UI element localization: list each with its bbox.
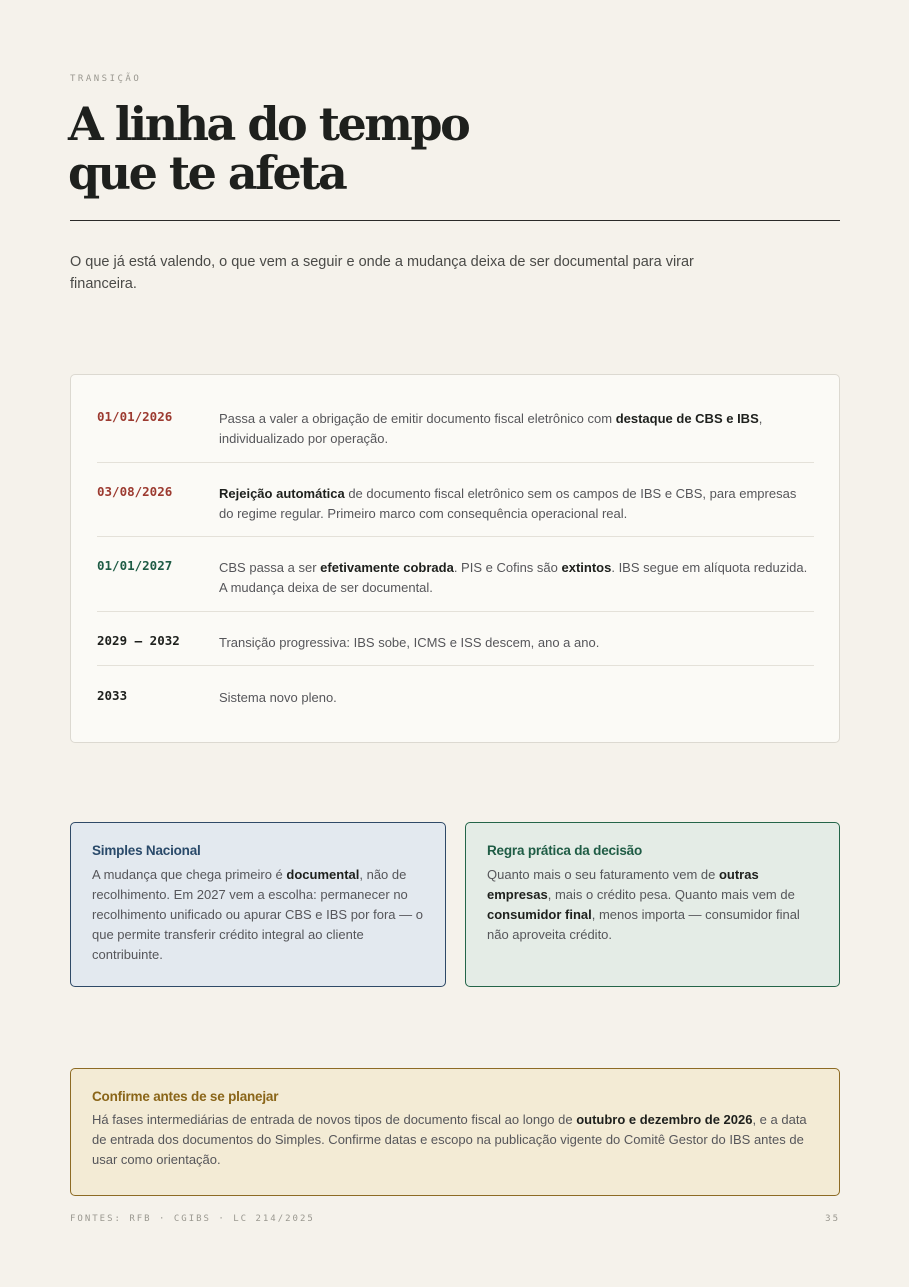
title-line-2: que te afeta <box>68 146 346 200</box>
page-title <box>68 97 469 200</box>
timeline-date: 01/01/2027 <box>97 558 173 573</box>
timeline-description: Passa a valer a obrigação de emitir documento fiscal eletrônico com destaque de CBS e IBS, individualizado por operação. <box>219 411 763 446</box>
timeline-row <box>97 633 814 666</box>
page-footer <box>70 1214 840 1224</box>
card-title: Simples Nacional <box>92 843 201 858</box>
emphasis-text: destaque de CBS e IBS <box>615 411 759 426</box>
timeline-date: 2029 – 2032 <box>97 633 180 648</box>
emphasis-text: outras empresas <box>487 867 759 902</box>
warning-callout <box>70 1068 840 1196</box>
timeline-panel <box>70 374 840 743</box>
page-number: 35 <box>825 1214 840 1224</box>
timeline-description: Sistema novo pleno. <box>219 690 337 705</box>
timeline-date: 2033 <box>97 688 128 703</box>
timeline-description: Transição progressiva: IBS sobe, ICMS e ISS descem, ano a ano. <box>219 635 600 650</box>
timeline-row <box>97 484 814 537</box>
decision-rule-card <box>465 822 840 987</box>
timeline-row <box>97 409 814 463</box>
section-eyebrow: TRANSIÇÃO <box>70 74 142 84</box>
timeline-row <box>97 558 814 612</box>
emphasis-text: consumidor final <box>487 907 592 922</box>
emphasis-text: Rejeição automática <box>219 486 345 501</box>
timeline-row <box>97 688 814 718</box>
emphasis-text: documental <box>286 867 360 882</box>
simples-nacional-card <box>70 822 446 987</box>
timeline-description: Rejeição automática de documento fiscal eletrônico sem os campos de IBS e CBS, para empresas do regime regular. Primeiro marco com consequência operacional real. <box>219 486 797 521</box>
card-body: A mudança que chega primeiro é documental, não de recolhimento. Em 2027 vem a escolha: permanecer no recolhimento unificado ou apurar CBS e IBS por fora — o que permite transferir crédito integral ao cliente contribuinte. <box>92 867 423 962</box>
warning-title: Confirme antes de se planejar <box>92 1089 279 1104</box>
title-divider <box>70 220 840 221</box>
timeline-date: 01/01/2026 <box>97 409 173 424</box>
footer-sources: FONTES: RFB · CGIBS · LC 214/2025 <box>70 1214 315 1224</box>
timeline-date: 03/08/2026 <box>97 484 173 499</box>
timeline-description: CBS passa a ser efetivamente cobrada. PIS e Cofins são extintos. IBS segue em alíquota reduzida. A mudança deixa de ser documental. <box>219 560 808 595</box>
emphasis-text: extintos <box>561 560 612 575</box>
emphasis-text: outubro e dezembro de 2026 <box>576 1112 753 1127</box>
emphasis-text: efetivamente cobrada <box>320 560 454 575</box>
title-line-1: A linha do tempo <box>68 97 469 151</box>
lede-paragraph: O que já está valendo, o que vem a seguir e onde a mudança deixa de ser documental para virar financeira. <box>70 254 694 292</box>
card-body: Quanto mais o seu faturamento vem de outras empresas, mais o crédito pesa. Quanto mais vem de consumidor final, menos importa — consumidor final não aproveita crédito. <box>487 867 800 942</box>
card-title: Regra prática da decisão <box>487 843 643 858</box>
warning-body: Há fases intermediárias de entrada de novos tipos de documento fiscal ao longo de outubro e dezembro de 2026, e a data de entrada dos documentos do Simples. Confirme datas e escopo na publicação vigente do Comitê Gestor do IBS antes de usar como orientação. <box>92 1112 807 1167</box>
